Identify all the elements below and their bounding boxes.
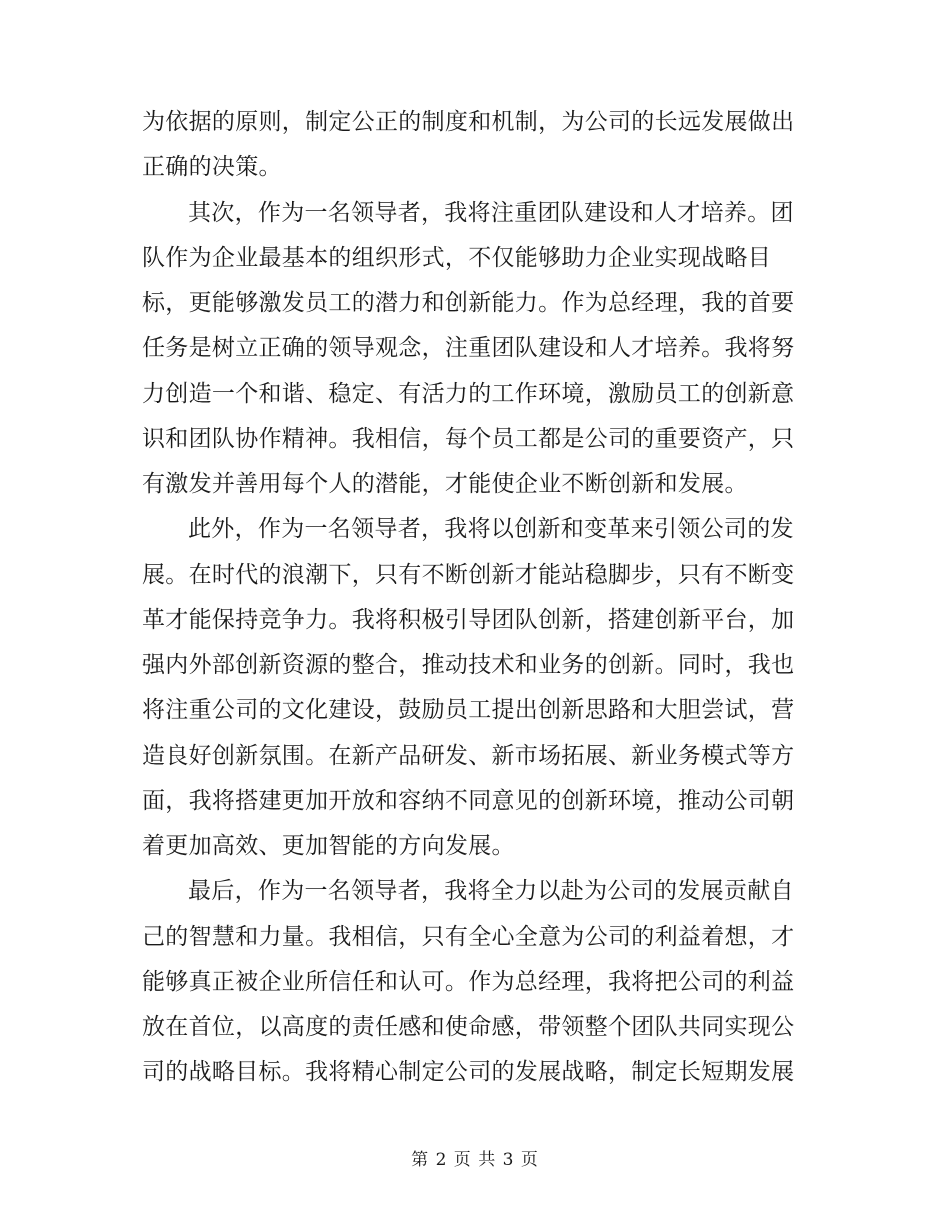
text-line: 识和团队协作精神。我相信，每个员工都是公司的重要资产，只 — [142, 425, 795, 452]
text-line: 任务是树立正确的领导观念，注重团队建设和人才培养。我将努 — [142, 335, 795, 362]
text-line: 革才能保持竞争力。我将积极引导团队创新，搭建创新平台，加 — [142, 606, 795, 633]
text-line: 放在首位，以高度的责任感和使命感，带领整个团队共同实现公 — [142, 1014, 795, 1040]
text-line: 将注重公司的文化建设，鼓励员工提出创新思路和大胆尝试，营 — [142, 697, 795, 724]
text-line: 着更加高效、更加智能的方向发展。 — [142, 833, 515, 859]
text-line: 力创造一个和谐、稳定、有活力的工作环境，激励员工的创新意 — [142, 380, 795, 407]
document-body — [142, 100, 802, 1096]
paragraph-start-line: 此外，作为一名领导者，我将以创新和变革来引领公司的发 — [188, 516, 794, 543]
paragraph-start-line: 其次，作为一名领导者，我将注重团队建设和人才培养。团 — [188, 199, 794, 226]
text-line: 展。在时代的浪潮下，只有不断创新才能站稳脚步，只有不断变 — [142, 561, 795, 588]
text-line: 强内外部创新资源的整合，推动技术和业务的创新。同时，我也 — [142, 652, 795, 678]
text-line: 己的智慧和力量。我相信，只有全心全意为公司的利益着想，才 — [142, 923, 795, 950]
text-line: 造良好创新氛围。在新产品研发、新市场拓展、新业务模式等方 — [142, 742, 795, 769]
paragraph-start-line: 最后，作为一名领导者，我将全力以赴为公司的发展贡献自 — [188, 878, 794, 905]
text-line: 标，更能够激发员工的潜力和创新能力。作为总经理，我的首要 — [142, 290, 795, 316]
text-line: 有激发并善用每个人的潜能，才能使企业不断创新和发展。 — [142, 471, 748, 497]
page-number-footer: 第 2 页 共 3 页 — [411, 1150, 539, 1170]
text-line: 面，我将搭建更加开放和容纳不同意见的创新环境，推动公司朝 — [142, 787, 795, 814]
text-line: 正确的决策。 — [142, 154, 282, 181]
text-line: 司的战略目标。我将精心制定公司的发展战略，制定长短期发展 — [142, 1059, 795, 1086]
text-line: 为依据的原则，制定公正的制度和机制，为公司的长远发展做出 — [142, 109, 795, 135]
text-line: 队作为企业最基本的组织形式，不仅能够助力企业实现战略目 — [142, 244, 772, 271]
text-line: 能够真正被企业所信任和认可。作为总经理，我将把公司的利益 — [142, 968, 795, 995]
